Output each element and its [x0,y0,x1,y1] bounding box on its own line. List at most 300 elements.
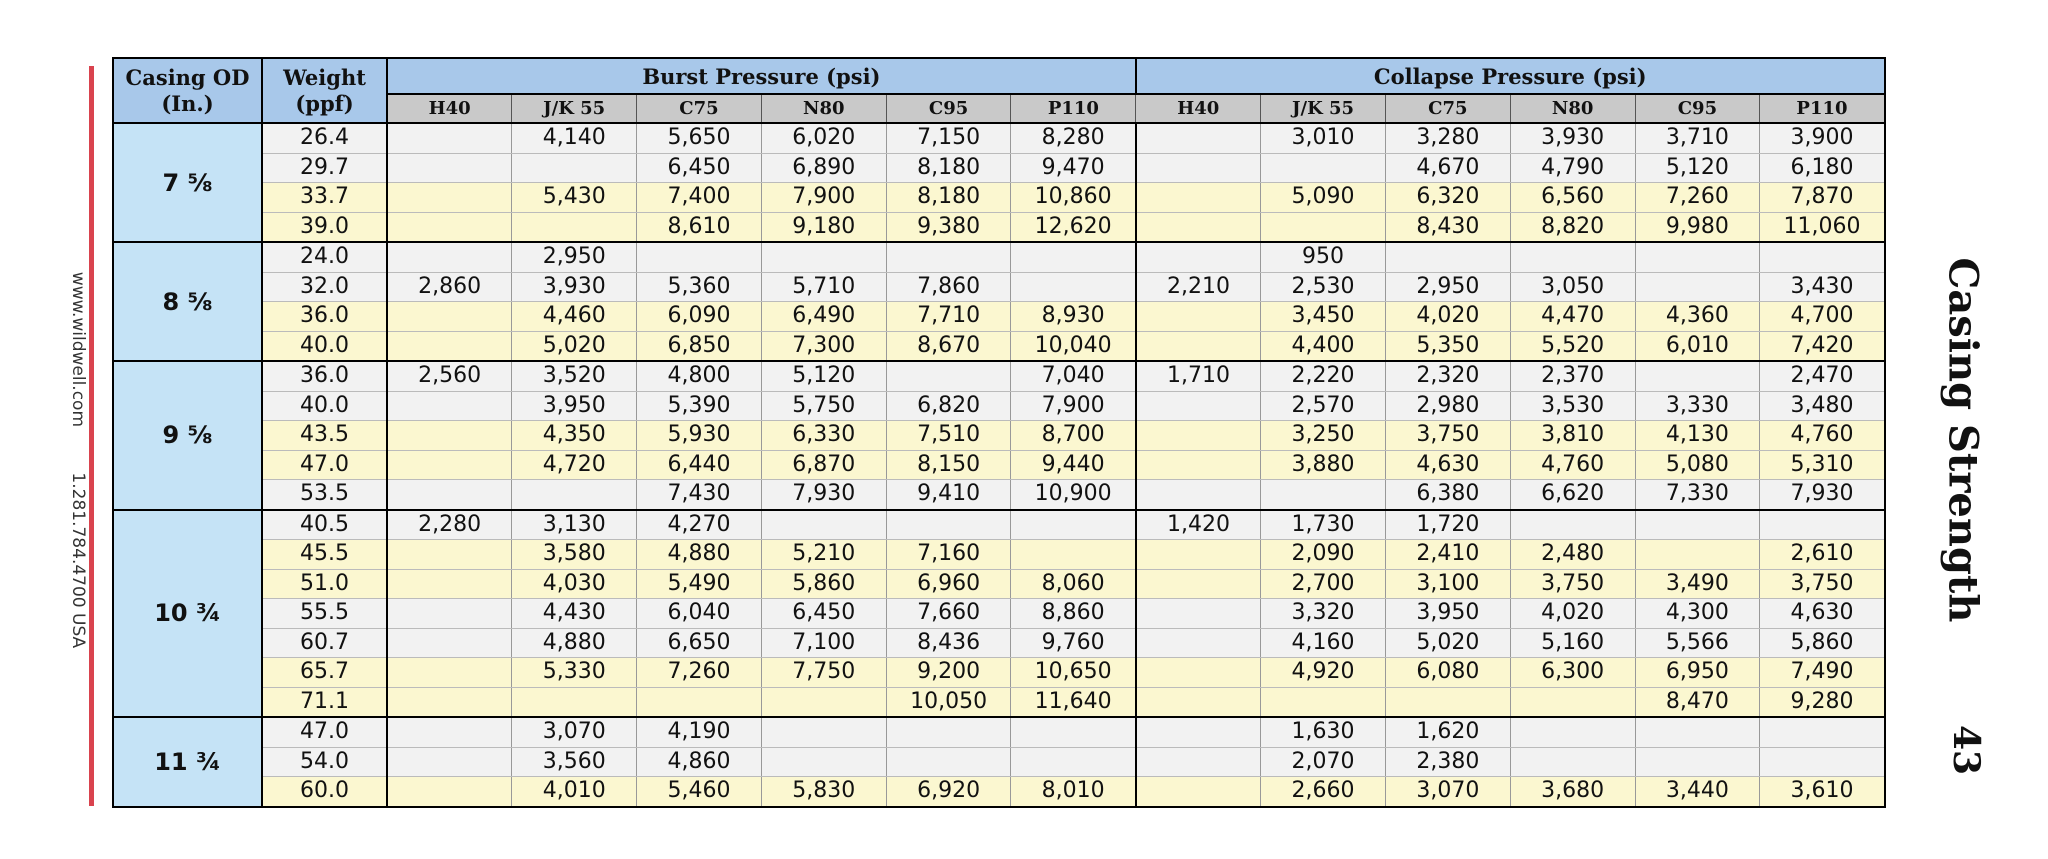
burst-value-cell [512,480,637,510]
burst-value-cell [886,717,1011,747]
collapse-value-cell: 3,440 [1635,777,1760,807]
collapse-value-cell [1261,153,1386,183]
collapse-value-cell [1261,480,1386,510]
burst-value-cell: 2,950 [512,242,637,272]
burst-value-cell [1011,717,1136,747]
table-row [113,242,1885,272]
burst-value-cell: 7,400 [637,183,762,213]
table-row [113,540,1885,570]
weight-cell: 71.1 [262,687,387,717]
weight-cell: 40.0 [262,331,387,361]
collapse-value-cell: 2,950 [1385,272,1510,302]
burst-value-cell [886,747,1011,777]
weight-cell: 43.5 [262,421,387,451]
collapse-value-cell: 950 [1261,242,1386,272]
burst-grade-header: J/K 55 [512,94,637,123]
collapse-grade-header: J/K 55 [1261,94,1386,123]
collapse-value-cell [1136,658,1261,688]
weight-cell: 60.0 [262,777,387,807]
burst-value-cell: 2,860 [387,272,512,302]
burst-value-cell [387,183,512,213]
burst-value-cell: 4,860 [637,747,762,777]
weight-cell: 36.0 [262,361,387,391]
weight-cell: 29.7 [262,153,387,183]
weight-cell: 45.5 [262,540,387,570]
burst-value-cell [886,510,1011,540]
table-row [113,450,1885,480]
collapse-value-cell: 6,620 [1510,480,1635,510]
burst-value-cell [1011,540,1136,570]
collapse-value-cell: 2,070 [1261,747,1386,777]
burst-value-cell [387,628,512,658]
table-row [113,687,1885,717]
collapse-value-cell [1510,747,1635,777]
collapse-value-cell: 8,820 [1510,212,1635,242]
collapse-value-cell: 4,760 [1760,421,1885,451]
burst-value-cell [512,687,637,717]
collapse-value-cell: 8,470 [1635,687,1760,717]
collapse-value-cell: 3,750 [1760,569,1885,599]
burst-value-cell: 6,870 [761,450,886,480]
burst-value-cell: 8,180 [886,153,1011,183]
burst-value-cell: 5,490 [637,569,762,599]
collapse-value-cell: 5,350 [1385,331,1510,361]
collapse-value-cell: 4,470 [1510,302,1635,332]
collapse-value-cell: 3,490 [1635,569,1760,599]
collapse-value-cell: 3,070 [1385,777,1510,807]
burst-value-cell [761,242,886,272]
collapse-value-cell: 3,750 [1510,569,1635,599]
collapse-value-cell: 3,480 [1760,391,1885,421]
collapse-value-cell: 6,950 [1635,658,1760,688]
burst-value-cell [761,747,886,777]
burst-value-cell: 8,930 [1011,302,1136,332]
burst-value-cell [387,123,512,153]
collapse-value-cell: 3,950 [1385,599,1510,629]
collapse-value-cell: 1,420 [1136,510,1261,540]
burst-value-cell: 3,580 [512,540,637,570]
collapse-value-cell [1136,212,1261,242]
burst-value-cell [637,242,762,272]
burst-value-cell [387,717,512,747]
collapse-value-cell [1136,569,1261,599]
collapse-value-cell [1136,183,1261,213]
burst-value-cell: 5,390 [637,391,762,421]
burst-value-cell [387,302,512,332]
burst-value-cell: 2,280 [387,510,512,540]
burst-value-cell [1011,242,1136,272]
burst-value-cell: 8,280 [1011,123,1136,153]
section-title: Casing Strength [1939,257,1987,623]
collapse-value-cell: 3,880 [1261,450,1386,480]
burst-value-cell: 5,020 [512,331,637,361]
table-row [113,747,1885,777]
weight-cell: 24.0 [262,242,387,272]
phone-number: 1.281.784.4700 USA [68,472,88,649]
burst-value-cell: 4,030 [512,569,637,599]
collapse-value-cell: 3,750 [1385,421,1510,451]
collapse-value-cell: 3,450 [1261,302,1386,332]
burst-value-cell: 4,430 [512,599,637,629]
burst-value-cell: 11,640 [1011,687,1136,717]
collapse-value-cell: 8,430 [1385,212,1510,242]
burst-value-cell [387,540,512,570]
burst-value-cell [387,569,512,599]
weight-cell: 60.7 [262,628,387,658]
burst-pressure-header: Burst Pressure (psi) [387,58,1136,94]
burst-value-cell: 4,140 [512,123,637,153]
collapse-value-cell: 2,480 [1510,540,1635,570]
weight-cell: 47.0 [262,450,387,480]
collapse-value-cell [1635,361,1760,391]
burst-value-cell: 8,860 [1011,599,1136,629]
burst-value-cell: 4,270 [637,510,762,540]
collapse-value-cell: 3,320 [1261,599,1386,629]
collapse-value-cell: 4,630 [1385,450,1510,480]
table-row [113,302,1885,332]
collapse-value-cell: 1,710 [1136,361,1261,391]
weight-cell: 55.5 [262,599,387,629]
collapse-value-cell [1136,302,1261,332]
table-row [113,510,1885,540]
casing-od-cell: 11 ¾ [113,717,262,807]
burst-value-cell: 7,260 [637,658,762,688]
burst-value-cell: 7,150 [886,123,1011,153]
burst-value-cell: 7,930 [761,480,886,510]
collapse-value-cell: 3,330 [1635,391,1760,421]
collapse-value-cell [1510,717,1635,747]
collapse-grade-header: C75 [1385,94,1510,123]
casing-od-cell: 7 ⅝ [113,123,262,242]
burst-value-cell: 6,920 [886,777,1011,807]
burst-value-cell: 3,070 [512,717,637,747]
collapse-value-cell: 4,130 [1635,421,1760,451]
burst-value-cell [886,242,1011,272]
collapse-value-cell: 4,920 [1261,658,1386,688]
burst-value-cell: 5,860 [761,569,886,599]
collapse-value-cell [1510,510,1635,540]
burst-value-cell [387,153,512,183]
collapse-value-cell: 5,566 [1635,628,1760,658]
burst-grade-header: P110 [1011,94,1136,123]
collapse-value-cell: 6,010 [1635,331,1760,361]
burst-value-cell: 9,180 [761,212,886,242]
table-row [113,183,1885,213]
collapse-value-cell: 2,210 [1136,272,1261,302]
collapse-pressure-header: Collapse Pressure (psi) [1136,58,1885,94]
burst-value-cell: 6,960 [886,569,1011,599]
collapse-value-cell: 4,360 [1635,302,1760,332]
collapse-value-cell: 3,710 [1635,123,1760,153]
collapse-value-cell [1760,717,1885,747]
burst-value-cell: 3,130 [512,510,637,540]
collapse-value-cell: 3,680 [1510,777,1635,807]
burst-value-cell: 6,890 [761,153,886,183]
table-row [113,599,1885,629]
collapse-value-cell: 3,100 [1385,569,1510,599]
table-row [113,331,1885,361]
collapse-value-cell: 2,090 [1261,540,1386,570]
collapse-value-cell: 2,530 [1261,272,1386,302]
collapse-value-cell: 7,930 [1760,480,1885,510]
burst-value-cell [387,777,512,807]
burst-value-cell: 2,560 [387,361,512,391]
collapse-value-cell [1136,331,1261,361]
burst-value-cell: 6,850 [637,331,762,361]
burst-value-cell: 12,620 [1011,212,1136,242]
burst-value-cell: 5,830 [761,777,886,807]
collapse-value-cell: 3,530 [1510,391,1635,421]
collapse-value-cell [1136,540,1261,570]
collapse-value-cell: 4,160 [1261,628,1386,658]
collapse-value-cell: 5,120 [1635,153,1760,183]
burst-value-cell: 5,330 [512,658,637,688]
burst-value-cell: 7,100 [761,628,886,658]
burst-grade-header: H40 [387,94,512,123]
burst-value-cell [387,450,512,480]
burst-grade-header: C95 [886,94,1011,123]
burst-value-cell: 10,040 [1011,331,1136,361]
collapse-value-cell: 1,720 [1385,510,1510,540]
burst-value-cell: 5,210 [761,540,886,570]
collapse-value-cell: 4,300 [1635,599,1760,629]
collapse-value-cell [1136,450,1261,480]
burst-value-cell: 3,930 [512,272,637,302]
collapse-value-cell: 4,760 [1510,450,1635,480]
burst-value-cell: 9,440 [1011,450,1136,480]
collapse-value-cell: 9,980 [1635,212,1760,242]
burst-value-cell: 6,490 [761,302,886,332]
burst-value-cell: 8,700 [1011,421,1136,451]
burst-value-cell: 3,520 [512,361,637,391]
collapse-value-cell: 2,470 [1760,361,1885,391]
collapse-value-cell [1635,540,1760,570]
weight-header: Weight (ppf) [262,58,387,123]
burst-value-cell: 10,860 [1011,183,1136,213]
burst-value-cell [1011,510,1136,540]
collapse-value-cell [1136,123,1261,153]
collapse-grade-header: P110 [1760,94,1885,123]
collapse-value-cell: 6,300 [1510,658,1635,688]
burst-value-cell: 5,930 [637,421,762,451]
collapse-value-cell [1261,687,1386,717]
collapse-value-cell [1136,599,1261,629]
burst-value-cell [1011,747,1136,777]
burst-value-cell: 8,436 [886,628,1011,658]
burst-value-cell: 10,050 [886,687,1011,717]
burst-value-cell: 4,190 [637,717,762,747]
burst-value-cell: 8,150 [886,450,1011,480]
burst-value-cell: 8,010 [1011,777,1136,807]
collapse-value-cell: 3,430 [1760,272,1885,302]
burst-value-cell: 7,750 [761,658,886,688]
weight-cell: 40.5 [262,510,387,540]
collapse-value-cell: 2,660 [1261,777,1386,807]
burst-value-cell: 8,670 [886,331,1011,361]
burst-value-cell: 7,710 [886,302,1011,332]
burst-value-cell: 9,410 [886,480,1011,510]
collapse-value-cell [1385,687,1510,717]
burst-value-cell: 5,120 [761,361,886,391]
weight-cell: 40.0 [262,391,387,421]
burst-value-cell [387,212,512,242]
collapse-value-cell: 2,320 [1385,361,1510,391]
burst-value-cell [512,153,637,183]
collapse-value-cell: 3,010 [1261,123,1386,153]
collapse-value-cell [1136,153,1261,183]
collapse-value-cell: 6,560 [1510,183,1635,213]
burst-value-cell: 5,750 [761,391,886,421]
burst-value-cell: 7,160 [886,540,1011,570]
collapse-value-cell: 7,870 [1760,183,1885,213]
collapse-value-cell: 5,160 [1510,628,1635,658]
burst-value-cell: 7,900 [761,183,886,213]
collapse-value-cell: 3,250 [1261,421,1386,451]
burst-value-cell [387,331,512,361]
burst-value-cell [387,242,512,272]
burst-value-cell [761,687,886,717]
casing-od-cell: 10 ¾ [113,510,262,718]
collapse-value-cell [1261,212,1386,242]
collapse-value-cell: 6,180 [1760,153,1885,183]
burst-value-cell: 7,660 [886,599,1011,629]
burst-value-cell: 7,860 [886,272,1011,302]
burst-value-cell: 6,020 [761,123,886,153]
collapse-value-cell [1136,242,1261,272]
collapse-grade-header: H40 [1136,94,1261,123]
collapse-value-cell: 11,060 [1760,212,1885,242]
burst-value-cell [1011,272,1136,302]
collapse-value-cell: 4,020 [1385,302,1510,332]
collapse-value-cell [1136,421,1261,451]
burst-value-cell [512,212,637,242]
table-row [113,123,1885,153]
collapse-value-cell: 2,370 [1510,361,1635,391]
burst-value-cell: 9,380 [886,212,1011,242]
collapse-value-cell: 7,420 [1760,331,1885,361]
collapse-value-cell [1635,717,1760,747]
burst-value-cell: 6,040 [637,599,762,629]
collapse-value-cell: 5,080 [1635,450,1760,480]
table-row [113,717,1885,747]
burst-value-cell: 3,950 [512,391,637,421]
burst-value-cell [387,599,512,629]
collapse-value-cell [1136,687,1261,717]
burst-value-cell: 4,800 [637,361,762,391]
collapse-value-cell: 4,020 [1510,599,1635,629]
collapse-value-cell: 7,330 [1635,480,1760,510]
table-row [113,361,1885,391]
collapse-value-cell: 6,320 [1385,183,1510,213]
burst-value-cell: 4,880 [512,628,637,658]
collapse-value-cell: 3,810 [1510,421,1635,451]
contact-info [68,272,88,648]
burst-value-cell [387,747,512,777]
table-row [113,628,1885,658]
weight-cell: 39.0 [262,212,387,242]
collapse-value-cell: 4,670 [1385,153,1510,183]
collapse-value-cell: 4,400 [1261,331,1386,361]
burst-value-cell [387,391,512,421]
table-row [113,272,1885,302]
burst-value-cell: 8,610 [637,212,762,242]
collapse-value-cell [1136,628,1261,658]
burst-value-cell: 5,710 [761,272,886,302]
burst-value-cell: 5,430 [512,183,637,213]
collapse-value-cell [1510,687,1635,717]
collapse-value-cell: 4,700 [1760,302,1885,332]
collapse-value-cell: 9,280 [1760,687,1885,717]
burst-value-cell: 4,350 [512,421,637,451]
collapse-value-cell [1635,272,1760,302]
table-row [113,421,1885,451]
burst-value-cell: 5,360 [637,272,762,302]
burst-value-cell: 7,430 [637,480,762,510]
red-accent-bar [89,66,94,806]
collapse-value-cell [1136,391,1261,421]
weight-cell: 65.7 [262,658,387,688]
burst-value-cell [387,687,512,717]
collapse-value-cell: 3,050 [1510,272,1635,302]
burst-value-cell: 4,720 [512,450,637,480]
burst-value-cell [387,480,512,510]
table-row [113,480,1885,510]
burst-value-cell: 7,510 [886,421,1011,451]
burst-value-cell: 6,090 [637,302,762,332]
casing-od-header: Casing OD (In.) [113,58,262,123]
casing-od-cell: 8 ⅝ [113,242,262,361]
collapse-value-cell: 2,610 [1760,540,1885,570]
collapse-value-cell: 5,860 [1760,628,1885,658]
collapse-value-cell: 2,220 [1261,361,1386,391]
collapse-value-cell: 3,280 [1385,123,1510,153]
website-url: www.wildwell.com [68,271,88,428]
collapse-value-cell: 2,380 [1385,747,1510,777]
table-row [113,153,1885,183]
weight-cell: 32.0 [262,272,387,302]
burst-value-cell: 6,650 [637,628,762,658]
collapse-value-cell: 1,730 [1261,510,1386,540]
collapse-value-cell: 5,310 [1760,450,1885,480]
burst-value-cell: 6,440 [637,450,762,480]
burst-value-cell: 9,200 [886,658,1011,688]
collapse-value-cell [1385,242,1510,272]
burst-value-cell [387,421,512,451]
collapse-value-cell: 5,090 [1261,183,1386,213]
burst-value-cell: 10,900 [1011,480,1136,510]
collapse-value-cell [1136,480,1261,510]
collapse-value-cell: 7,490 [1760,658,1885,688]
collapse-value-cell [1760,242,1885,272]
burst-value-cell: 7,300 [761,331,886,361]
collapse-value-cell: 3,930 [1510,123,1635,153]
burst-value-cell: 7,040 [1011,361,1136,391]
page-number: 43 [1945,724,1987,776]
weight-cell: 53.5 [262,480,387,510]
collapse-value-cell: 4,630 [1760,599,1885,629]
weight-cell: 51.0 [262,569,387,599]
table-row [113,212,1885,242]
burst-value-cell: 8,060 [1011,569,1136,599]
burst-value-cell: 5,650 [637,123,762,153]
collapse-value-cell: 2,700 [1261,569,1386,599]
table-row [113,658,1885,688]
weight-cell: 36.0 [262,302,387,332]
collapse-value-cell: 3,900 [1760,123,1885,153]
weight-cell: 47.0 [262,717,387,747]
burst-value-cell: 4,880 [637,540,762,570]
collapse-value-cell [1635,510,1760,540]
